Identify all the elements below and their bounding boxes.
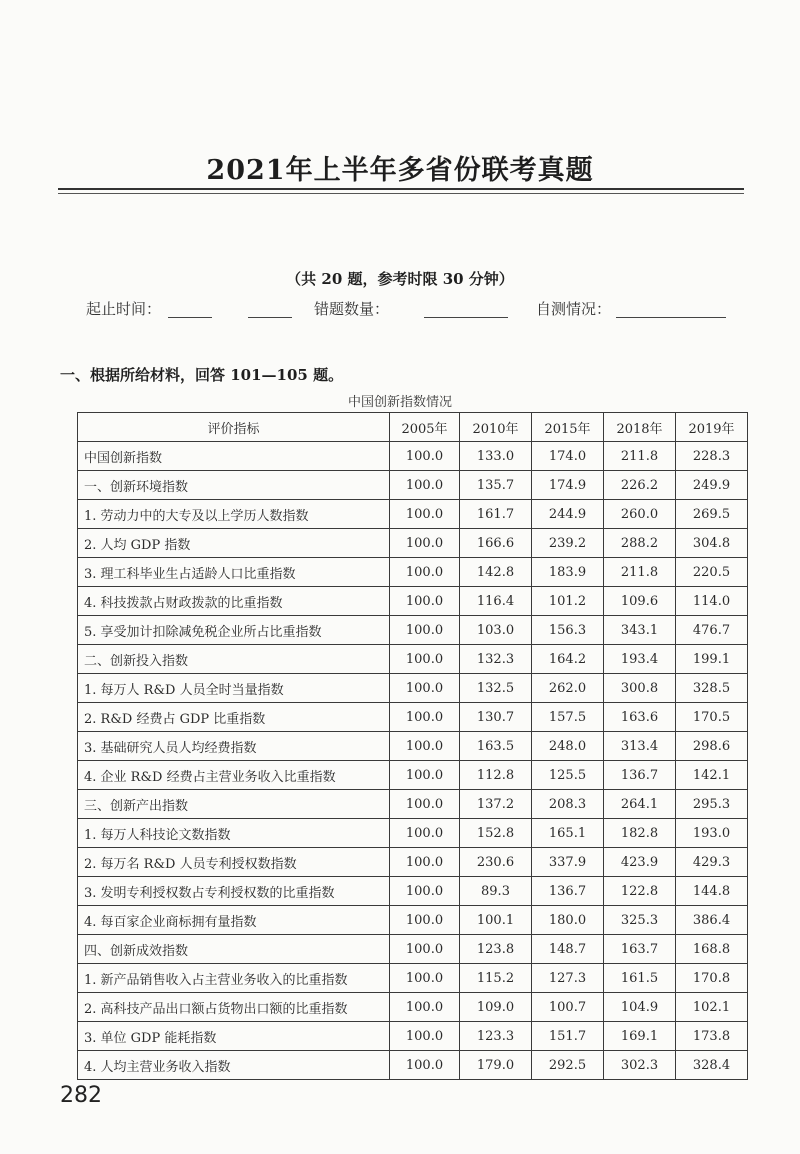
- index-value: 169.1: [604, 1022, 676, 1051]
- exam-subtitle: （共 20 题，参考时限 30 分钟）: [286, 270, 514, 288]
- table-row: [78, 587, 748, 616]
- index-value: 220.5: [676, 558, 748, 587]
- fill-in-row: [86, 298, 746, 322]
- index-value: 122.8: [604, 877, 676, 906]
- index-value: 112.8: [460, 761, 532, 790]
- index-value: 226.2: [604, 471, 676, 500]
- index-value: 100.0: [390, 993, 460, 1022]
- table-row: [78, 500, 748, 529]
- index-value: 123.8: [460, 935, 532, 964]
- index-value: 337.9: [532, 848, 604, 877]
- index-value: 228.3: [676, 442, 748, 471]
- table-row: [78, 558, 748, 587]
- index-value: 248.0: [532, 732, 604, 761]
- indicator-label: 3. 基础研究人员人均经费指数: [78, 732, 390, 761]
- index-value: 152.8: [460, 819, 532, 848]
- table-row: [78, 790, 748, 819]
- index-value: 100.0: [390, 848, 460, 877]
- index-value: 163.7: [604, 935, 676, 964]
- index-value: 211.8: [604, 558, 676, 587]
- table-row: [78, 645, 748, 674]
- index-value: 125.5: [532, 761, 604, 790]
- index-value: 123.3: [460, 1022, 532, 1051]
- table-row: [78, 935, 748, 964]
- index-value: 161.7: [460, 500, 532, 529]
- index-value: 170.8: [676, 964, 748, 993]
- index-value: 304.8: [676, 529, 748, 558]
- indicator-label: 三、创新产出指数: [78, 790, 390, 819]
- indicator-label: 3. 发明专利授权数占专利授权数的比重指数: [78, 877, 390, 906]
- index-value: 193.0: [676, 819, 748, 848]
- index-value: 328.4: [676, 1051, 748, 1080]
- index-value: 163.5: [460, 732, 532, 761]
- index-value: 100.0: [390, 819, 460, 848]
- indicator-label: 中国创新指数: [78, 442, 390, 471]
- indicator-label: 4. 企业 R&D 经费占主营业务收入比重指数: [78, 761, 390, 790]
- index-value: 168.8: [676, 935, 748, 964]
- index-value: 230.6: [460, 848, 532, 877]
- index-value: 386.4: [676, 906, 748, 935]
- index-value: 100.0: [390, 1022, 460, 1051]
- index-value: 115.2: [460, 964, 532, 993]
- header-2010: 2010年: [460, 413, 532, 442]
- table-row: [78, 674, 748, 703]
- table-row: [78, 906, 748, 935]
- index-value: 100.0: [390, 790, 460, 819]
- indicator-label: 二、创新投入指数: [78, 645, 390, 674]
- start-time-label: 起止时间：: [86, 300, 162, 318]
- index-value: 100.0: [390, 877, 460, 906]
- index-value: 100.0: [390, 471, 460, 500]
- index-value: 109.0: [460, 993, 532, 1022]
- index-value: 183.9: [532, 558, 604, 587]
- index-value: 137.2: [460, 790, 532, 819]
- index-value: 165.1: [532, 819, 604, 848]
- wrong-count-label: 错题数量：: [314, 300, 390, 318]
- index-value: 142.1: [676, 761, 748, 790]
- index-value: 101.2: [532, 587, 604, 616]
- indicator-label: 2. 人均 GDP 指数: [78, 529, 390, 558]
- index-value: 100.0: [390, 935, 460, 964]
- table-row: [78, 703, 748, 732]
- index-value: 164.2: [532, 645, 604, 674]
- table-row: [78, 471, 748, 500]
- index-value: 142.8: [460, 558, 532, 587]
- indicator-label: 2. 每万名 R&D 人员专利授权数指数: [78, 848, 390, 877]
- table-caption: 中国创新指数情况: [347, 395, 452, 410]
- index-value: 156.3: [532, 616, 604, 645]
- index-value: 313.4: [604, 732, 676, 761]
- index-value: 173.8: [676, 1022, 748, 1051]
- indicator-label: 一、创新环境指数: [78, 471, 390, 500]
- index-value: 102.1: [676, 993, 748, 1022]
- index-value: 343.1: [604, 616, 676, 645]
- indicator-label: 1. 每万人科技论文数指数: [78, 819, 390, 848]
- innovation-index-table: [77, 412, 748, 1080]
- indicator-label: 3. 理工科毕业生占适龄人口比重指数: [78, 558, 390, 587]
- table-row: [78, 616, 748, 645]
- table-row: [78, 732, 748, 761]
- header-2015: 2015年: [532, 413, 604, 442]
- index-value: 100.0: [390, 906, 460, 935]
- index-value: 163.6: [604, 703, 676, 732]
- index-value: 182.8: [604, 819, 676, 848]
- index-value: 100.0: [390, 732, 460, 761]
- index-value: 133.0: [460, 442, 532, 471]
- index-value: 260.0: [604, 500, 676, 529]
- index-value: 180.0: [532, 906, 604, 935]
- index-value: 100.0: [390, 645, 460, 674]
- index-value: 100.0: [390, 442, 460, 471]
- index-value: 423.9: [604, 848, 676, 877]
- table-row: [78, 964, 748, 993]
- index-value: 136.7: [604, 761, 676, 790]
- table-row: [78, 1022, 748, 1051]
- header-2019: 2019年: [676, 413, 748, 442]
- page-number: 282: [60, 1083, 102, 1108]
- index-value: 100.0: [390, 761, 460, 790]
- indicator-label: 2. R&D 经费占 GDP 比重指数: [78, 703, 390, 732]
- section-heading: 一、根据所给材料，回答 101—105 题。: [60, 366, 344, 384]
- index-value: 157.5: [532, 703, 604, 732]
- index-value: 300.8: [604, 674, 676, 703]
- indicator-label: 四、创新成效指数: [78, 935, 390, 964]
- index-value: 244.9: [532, 500, 604, 529]
- index-value: 114.0: [676, 587, 748, 616]
- index-value: 109.6: [604, 587, 676, 616]
- index-value: 104.9: [604, 993, 676, 1022]
- index-value: 476.7: [676, 616, 748, 645]
- index-value: 264.1: [604, 790, 676, 819]
- index-value: 100.0: [390, 616, 460, 645]
- index-value: 100.0: [390, 529, 460, 558]
- table-row: [78, 848, 748, 877]
- self-eval-label: 自测情况：: [536, 300, 612, 318]
- index-value: 292.5: [532, 1051, 604, 1080]
- indicator-label: 1. 新产品销售收入占主营业务收入的比重指数: [78, 964, 390, 993]
- indicator-label: 4. 每百家企业商标拥有量指数: [78, 906, 390, 935]
- index-value: 132.5: [460, 674, 532, 703]
- index-value: 295.3: [676, 790, 748, 819]
- table-row: [78, 819, 748, 848]
- header-2018: 2018年: [604, 413, 676, 442]
- indicator-label: 4. 科技拨款占财政拨款的比重指数: [78, 587, 390, 616]
- index-value: 174.9: [532, 471, 604, 500]
- index-value: 100.0: [390, 558, 460, 587]
- index-value: 135.7: [460, 471, 532, 500]
- index-value: 170.5: [676, 703, 748, 732]
- index-value: 161.5: [604, 964, 676, 993]
- index-value: 166.6: [460, 529, 532, 558]
- index-value: 100.0: [390, 587, 460, 616]
- indicator-label: 3. 单位 GDP 能耗指数: [78, 1022, 390, 1051]
- index-value: 199.1: [676, 645, 748, 674]
- index-value: 89.3: [460, 877, 532, 906]
- indicator-label: 2. 高科技产品出口额占货物出口额的比重指数: [78, 993, 390, 1022]
- table-row: [78, 761, 748, 790]
- indicator-label: 1. 每万人 R&D 人员全时当量指数: [78, 674, 390, 703]
- table-row: [78, 993, 748, 1022]
- indicator-label: 1. 劳动力中的大专及以上学历人数指数: [78, 500, 390, 529]
- index-value: 262.0: [532, 674, 604, 703]
- header-2005: 2005年: [390, 413, 460, 442]
- title-rule-thick: [58, 188, 744, 190]
- table-row: [78, 529, 748, 558]
- index-value: 174.0: [532, 442, 604, 471]
- index-value: 288.2: [604, 529, 676, 558]
- wrong-count-blank[interactable]: [424, 317, 508, 318]
- index-value: 211.8: [604, 442, 676, 471]
- table-header-row: [78, 413, 748, 442]
- index-value: 100.7: [532, 993, 604, 1022]
- index-value: 249.9: [676, 471, 748, 500]
- table-row: [78, 442, 748, 471]
- index-value: 325.3: [604, 906, 676, 935]
- index-value: 179.0: [460, 1051, 532, 1080]
- index-value: 151.7: [532, 1022, 604, 1051]
- index-value: 269.5: [676, 500, 748, 529]
- index-value: 328.5: [676, 674, 748, 703]
- index-value: 103.0: [460, 616, 532, 645]
- table-row: [78, 1051, 748, 1080]
- start-time-blank-2[interactable]: [248, 317, 292, 318]
- table-row: [78, 877, 748, 906]
- index-value: 100.0: [390, 500, 460, 529]
- index-value: 100.0: [390, 1051, 460, 1080]
- index-value: 144.8: [676, 877, 748, 906]
- index-value: 127.3: [532, 964, 604, 993]
- index-value: 100.0: [390, 674, 460, 703]
- index-value: 148.7: [532, 935, 604, 964]
- index-value: 116.4: [460, 587, 532, 616]
- index-value: 193.4: [604, 645, 676, 674]
- index-value: 302.3: [604, 1051, 676, 1080]
- index-value: 132.3: [460, 645, 532, 674]
- index-value: 136.7: [532, 877, 604, 906]
- index-value: 429.3: [676, 848, 748, 877]
- start-time-blank-1[interactable]: [168, 317, 212, 318]
- indicator-label: 4. 人均主营业务收入指数: [78, 1051, 390, 1080]
- index-value: 208.3: [532, 790, 604, 819]
- indicator-label: 5. 享受加计扣除减免税企业所占比重指数: [78, 616, 390, 645]
- page-title: 2021年上半年多省份联考真题: [206, 155, 594, 186]
- index-value: 239.2: [532, 529, 604, 558]
- index-value: 130.7: [460, 703, 532, 732]
- index-value: 100.0: [390, 964, 460, 993]
- index-value: 100.1: [460, 906, 532, 935]
- self-eval-blank[interactable]: [616, 317, 726, 318]
- index-value: 298.6: [676, 732, 748, 761]
- header-indicator: 评价指标: [78, 413, 390, 442]
- index-value: 100.0: [390, 703, 460, 732]
- title-rule-thin: [58, 193, 744, 194]
